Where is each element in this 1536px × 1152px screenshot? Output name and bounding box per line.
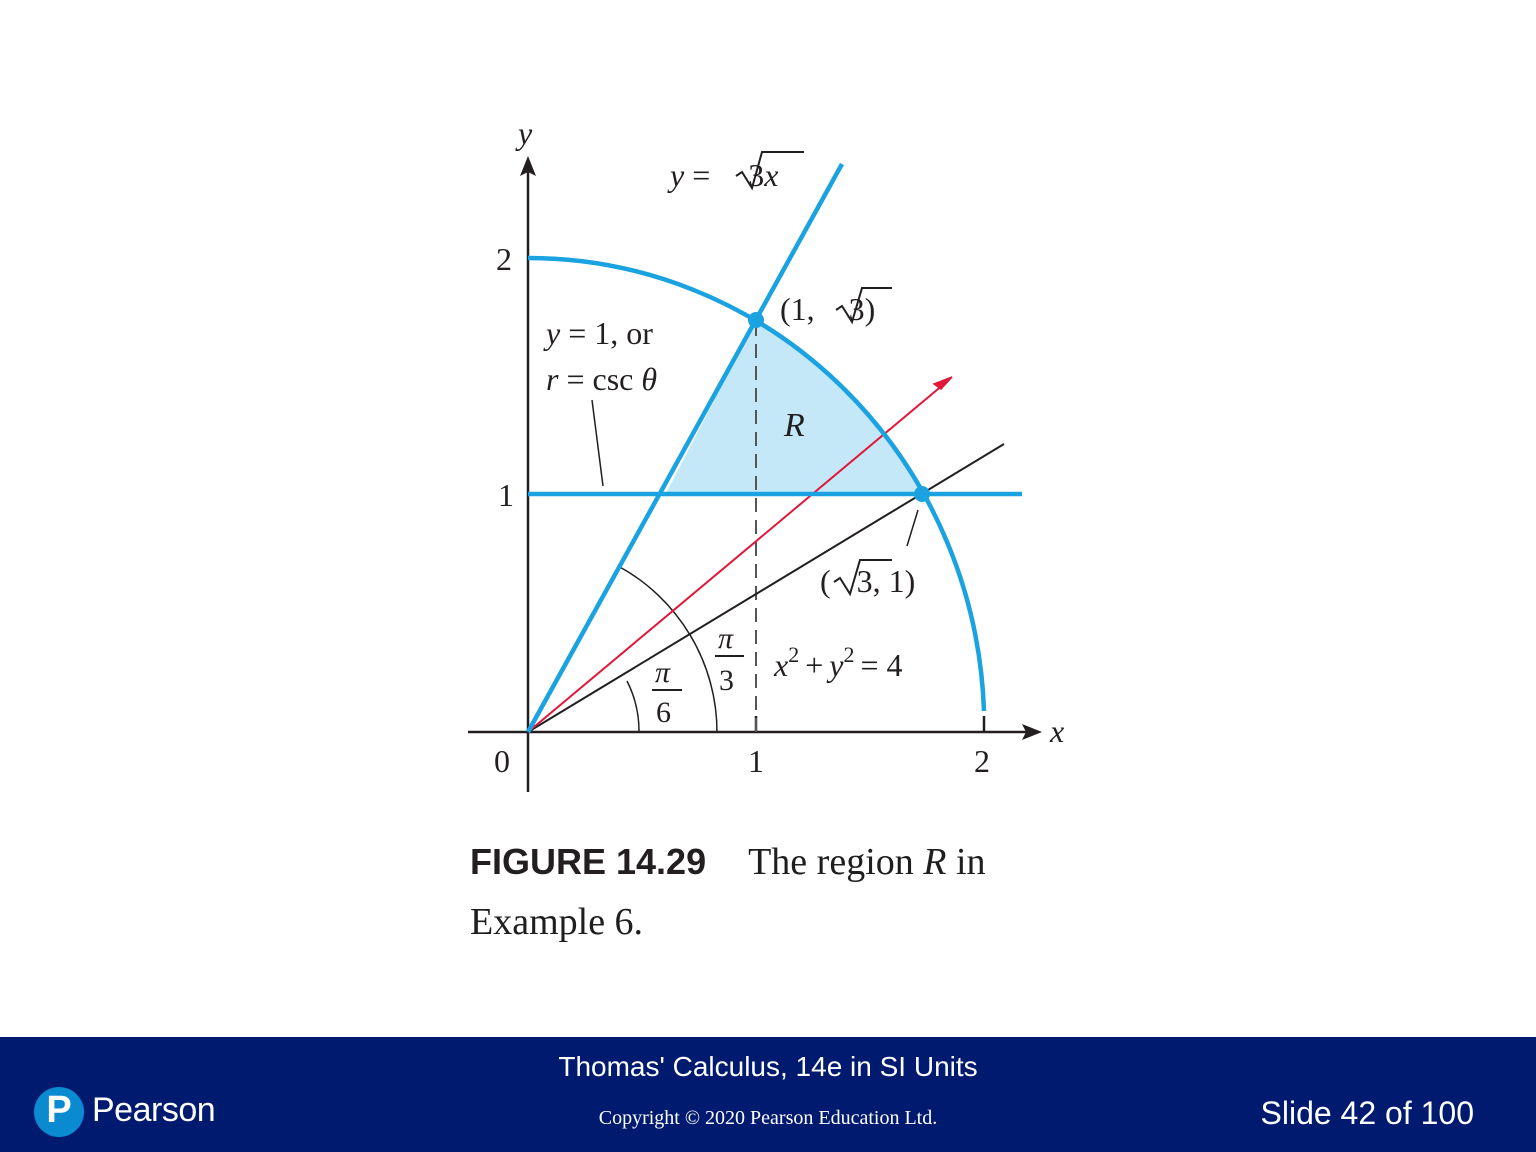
- x-axis-label: x: [1050, 713, 1065, 749]
- footer-book-title: Thomas' Calculus, 14e in SI Units: [558, 1051, 978, 1082]
- circle-equation-label: $x^2 + y^2 = 4$: [774, 642, 903, 683]
- x-tick-label-2: 2: [974, 743, 990, 779]
- y-tick-label-2: 2: [496, 241, 512, 277]
- angle-arc-pi-6: [627, 681, 639, 732]
- angle-pi3-den: 3: [719, 664, 734, 697]
- caption-text-after: in Example 6.: [470, 841, 986, 943]
- caption-text-before: The region: [748, 841, 924, 883]
- point-1-label: (1, 3): [780, 291, 876, 327]
- horizontal-line-label-1: y = 1, or: [546, 315, 653, 351]
- angle-pi3-num: π: [718, 622, 734, 655]
- red-ray-arrowhead: [934, 377, 952, 389]
- figure-number: FIGURE 14.29: [470, 841, 707, 882]
- y-tick-label-1: 1: [498, 477, 514, 513]
- caption-var: R: [923, 841, 947, 883]
- slide-number: Slide 42 of 100: [1260, 1095, 1474, 1131]
- point-2-label: ( 3, 1): [820, 563, 916, 599]
- angle-pi6-den: 6: [656, 696, 671, 729]
- horizontal-line-label-2: r = csc θ: [546, 361, 658, 397]
- footer-bar: [0, 1037, 1536, 1152]
- leader-line-y1: [592, 400, 603, 486]
- x-tick-label-1: 1: [748, 743, 764, 779]
- region-label: R: [784, 407, 805, 444]
- footer-copyright: Copyright © 2020 Pearson Education Ltd.: [598, 1107, 938, 1129]
- pearson-logo-text: Pearson: [92, 1091, 216, 1129]
- figure-caption: [470, 832, 1110, 952]
- point-sqrt3-1: [914, 486, 930, 502]
- leader-line-point: [907, 510, 918, 546]
- angle-pi6-num: π: [655, 656, 671, 689]
- point-1-sqrt3: [748, 312, 764, 328]
- pearson-logo-icon: P: [34, 1087, 84, 1137]
- origin-label: 0: [494, 743, 510, 779]
- y-axis-label: y: [518, 115, 533, 151]
- line-equation-label: y = 3x: [670, 157, 779, 193]
